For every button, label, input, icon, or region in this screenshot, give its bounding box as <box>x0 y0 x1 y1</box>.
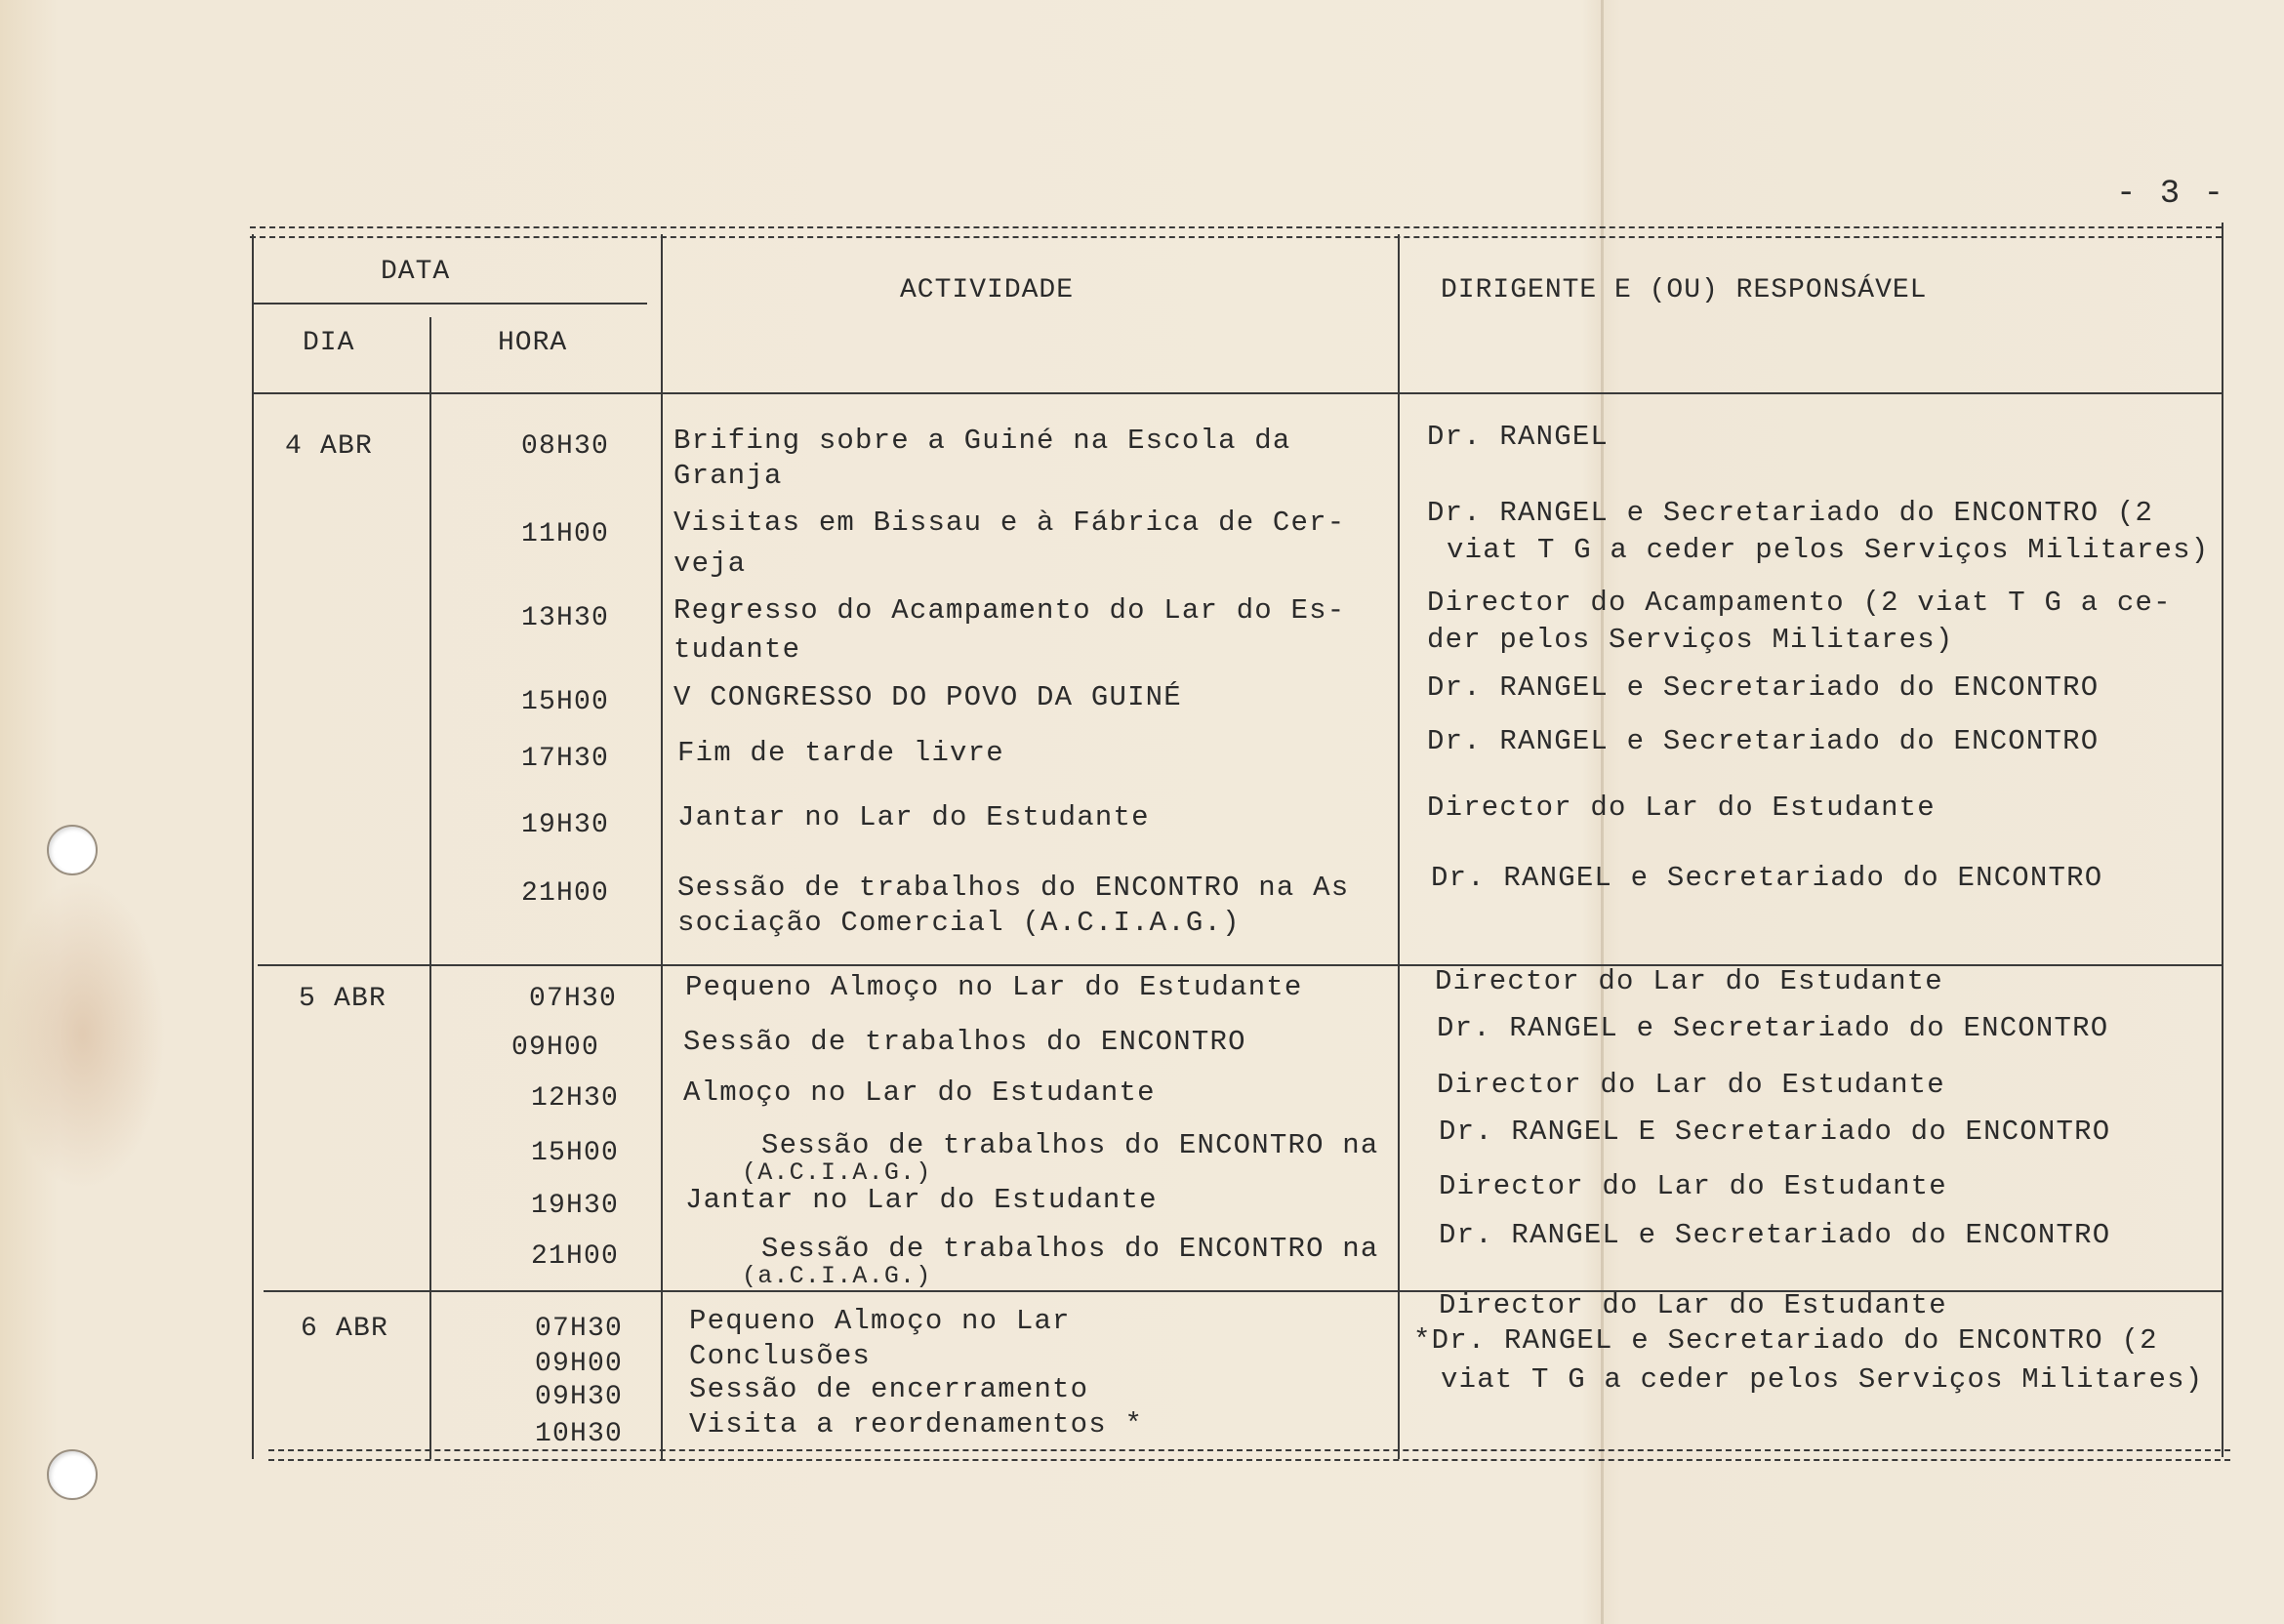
hora-cell: 19H30 <box>531 1191 620 1221</box>
responsavel-line: viat T G a ceder pelos Serviços Militares) <box>1441 1363 2204 1396</box>
hora-cell: 08H30 <box>521 431 610 462</box>
responsavel-line: Director do Lar do Estudante <box>1435 965 1943 997</box>
actividade-line: Sessão de trabalhos do ENCONTRO na <box>761 1233 1379 1265</box>
actividade-line: Conclusões <box>689 1340 872 1372</box>
actividade-line: Sessão de trabalhos do ENCONTRO na <box>761 1129 1379 1161</box>
hora-cell: 11H00 <box>521 519 610 549</box>
actividade-line: (a.C.I.A.G.) <box>742 1262 932 1290</box>
actividade-line: Almoço no Lar do Estudante <box>683 1076 1156 1109</box>
responsavel-line: Director do Lar do Estudante <box>1439 1170 1947 1202</box>
actividade-line: (A.C.I.A.G.) <box>742 1158 932 1187</box>
hora-cell: 09H30 <box>535 1382 624 1412</box>
actividade-line: tudante <box>673 633 801 666</box>
actividade-line: Jantar no Lar do Estudante <box>677 801 1150 833</box>
hora-cell: 21H00 <box>521 878 610 909</box>
responsavel-line: Dr. RANGEL e Secretariado do ENCONTRO <box>1431 862 2103 894</box>
hora-cell: 07H30 <box>529 984 618 1014</box>
responsavel-line: Director do Acampamento (2 viat T G a ce- <box>1427 587 2172 619</box>
day-label: 5 ABR <box>299 984 387 1014</box>
day-label: 4 ABR <box>285 431 374 462</box>
responsavel-line: Dr. RANGEL e Secretariado do ENCONTRO <box>1427 725 2100 757</box>
hora-cell: 09H00 <box>535 1349 624 1379</box>
responsavel-line: Dr. RANGEL e Secretariado do ENCONTRO <box>1427 671 2100 704</box>
hora-cell: 17H30 <box>521 744 610 774</box>
responsavel-line: *Dr. RANGEL e Secretariado do ENCONTRO (2 <box>1413 1324 2158 1357</box>
hora-cell: 15H00 <box>521 687 610 717</box>
header-dia: DIA <box>303 328 355 358</box>
actividade-line: Sessão de trabalhos do ENCONTRO na As <box>677 872 1350 904</box>
responsavel-line: Dr. RANGEL e Secretariado do ENCONTRO <box>1439 1219 2111 1251</box>
header-bottom-line <box>252 392 2222 394</box>
responsavel-line: viat T G a ceder pelos Serviços Militares) <box>1447 534 2210 566</box>
hora-cell: 12H30 <box>531 1083 620 1114</box>
table-top-border <box>250 226 2222 238</box>
actividade-line: Brifing sobre a Guiné na Escola da <box>673 425 1291 457</box>
hora-cell: 13H30 <box>521 603 610 633</box>
table-right-border <box>2222 223 2223 1457</box>
responsavel-line: Director do Lar do Estudante <box>1427 792 1936 824</box>
hora-cell: 10H30 <box>535 1419 624 1449</box>
col-sep-hora-actividade <box>661 234 663 1459</box>
day-label: 6 ABR <box>301 1314 389 1344</box>
hora-cell: 07H30 <box>535 1314 624 1344</box>
hora-cell: 09H00 <box>511 1033 600 1063</box>
actividade-line: Regresso do Acampamento do Lar do Es- <box>673 594 1346 627</box>
responsavel-line: der pelos Serviços Militares) <box>1427 624 1954 656</box>
actividade-line: Pequeno Almoço no Lar <box>689 1305 1071 1337</box>
header-actividade: ACTIVIDADE <box>900 275 1075 305</box>
actividade-line: Sessão de encerramento <box>689 1373 1089 1405</box>
actividade-line: Fim de tarde livre <box>677 737 1004 769</box>
responsavel-line: Director do Lar do Estudante <box>1439 1289 1947 1321</box>
actividade-line: Pequeno Almoço no Lar do Estudante <box>685 971 1303 1003</box>
actividade-line: Visita a reordenamentos * <box>689 1408 1144 1441</box>
actividade-line: sociação Comercial (A.C.I.A.G.) <box>677 907 1241 939</box>
actividade-line: Sessão de trabalhos do ENCONTRO <box>683 1026 1246 1058</box>
responsavel-line: Dr. RANGEL E Secretariado do ENCONTRO <box>1439 1116 2111 1148</box>
header-hora: HORA <box>498 328 568 358</box>
col-sep-actividade-responsavel <box>1398 234 1400 1459</box>
actividade-line: Visitas em Bissau e à Fábrica de Cer- <box>673 507 1346 539</box>
responsavel-line: Director do Lar do Estudante <box>1437 1069 1945 1101</box>
actividade-line: Granja <box>673 460 783 492</box>
header-data: DATA <box>381 257 451 287</box>
responsavel-line: Dr. RANGEL <box>1427 421 1610 453</box>
actividade-line: V CONGRESSO DO POVO DA GUINÉ <box>673 681 1182 713</box>
actividade-line: veja <box>673 548 747 580</box>
actividade-line: Jantar no Lar do Estudante <box>685 1184 1158 1216</box>
hora-cell: 19H30 <box>521 810 610 840</box>
header-data-underline <box>252 303 647 304</box>
hora-cell: 15H00 <box>531 1138 620 1168</box>
responsavel-line: Dr. RANGEL e Secretariado do ENCONTRO (2 <box>1427 497 2154 529</box>
col-sep-dia-hora <box>429 317 431 1459</box>
responsavel-line: Dr. RANGEL e Secretariado do ENCONTRO <box>1437 1012 2109 1044</box>
header-responsavel: DIRIGENTE E (OU) RESPONSÁVEL <box>1441 275 1928 305</box>
page-number: - 3 - <box>2116 176 2226 213</box>
table-left-border <box>252 234 254 1459</box>
hora-cell: 21H00 <box>531 1241 620 1272</box>
